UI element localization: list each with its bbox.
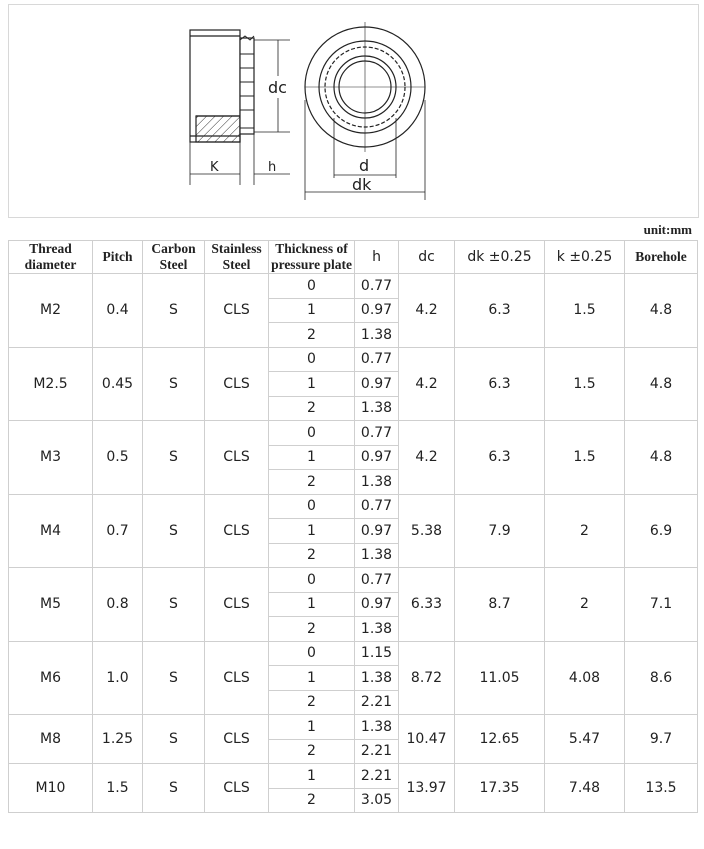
label-h: h bbox=[268, 160, 277, 175]
cell-stainless: CLS bbox=[205, 421, 269, 495]
header-k: k ±0.25 bbox=[545, 241, 625, 274]
cell-plate-thickness: 1 bbox=[269, 298, 355, 323]
cell-h: 0.77 bbox=[355, 274, 399, 299]
cell-dc: 13.97 bbox=[399, 764, 455, 813]
table-row bbox=[9, 568, 698, 593]
cell-plate-thickness: 0 bbox=[269, 347, 355, 372]
cell-h: 0.97 bbox=[355, 298, 399, 323]
cell-plate-thickness: 1 bbox=[269, 666, 355, 691]
table-row bbox=[9, 641, 698, 666]
cell-pitch: 1.25 bbox=[93, 715, 143, 764]
cell-h: 1.38 bbox=[355, 715, 399, 740]
table-row bbox=[9, 764, 698, 789]
cell-borehole: 13.5 bbox=[625, 764, 698, 813]
cell-borehole: 4.8 bbox=[625, 421, 698, 495]
cell-h: 2.21 bbox=[355, 764, 399, 789]
header-h: h bbox=[355, 241, 399, 274]
table-row bbox=[9, 421, 698, 446]
cell-plate-thickness: 2 bbox=[269, 543, 355, 568]
cell-thread: M3 bbox=[9, 421, 93, 495]
label-dk: dk bbox=[352, 175, 372, 194]
specification-table bbox=[8, 240, 698, 813]
cell-plate-thickness: 1 bbox=[269, 519, 355, 544]
cell-stainless: CLS bbox=[205, 568, 269, 642]
cell-k: 2 bbox=[545, 494, 625, 568]
cell-plate-thickness: 0 bbox=[269, 568, 355, 593]
cell-stainless: CLS bbox=[205, 764, 269, 813]
cell-stainless: CLS bbox=[205, 274, 269, 348]
label-d: d bbox=[359, 156, 370, 175]
cell-k: 4.08 bbox=[545, 641, 625, 715]
cell-dc: 10.47 bbox=[399, 715, 455, 764]
cell-plate-thickness: 0 bbox=[269, 421, 355, 446]
cell-dc: 4.2 bbox=[399, 274, 455, 348]
header-thread-diameter: Thread diameter bbox=[9, 241, 93, 274]
header-carbon-steel: Carbon Steel bbox=[143, 241, 205, 274]
cell-dc: 4.2 bbox=[399, 421, 455, 495]
header-pitch: Pitch bbox=[93, 241, 143, 274]
cell-stainless: CLS bbox=[205, 715, 269, 764]
header-borehole: Borehole bbox=[625, 241, 698, 274]
cell-borehole: 9.7 bbox=[625, 715, 698, 764]
cell-h: 1.38 bbox=[355, 617, 399, 642]
cell-borehole: 4.8 bbox=[625, 274, 698, 348]
cell-thread: M5 bbox=[9, 568, 93, 642]
cell-plate-thickness: 1 bbox=[269, 592, 355, 617]
unit-label: unit:mm bbox=[643, 222, 692, 237]
cell-h: 0.77 bbox=[355, 421, 399, 446]
cell-plate-thickness: 2 bbox=[269, 470, 355, 495]
cell-pitch: 0.45 bbox=[93, 347, 143, 421]
table-header-row bbox=[9, 241, 698, 274]
cell-plate-thickness: 1 bbox=[269, 715, 355, 740]
cell-plate-thickness: 2 bbox=[269, 617, 355, 642]
cell-stainless: CLS bbox=[205, 494, 269, 568]
header-stainless-steel: Stainless Steel bbox=[205, 241, 269, 274]
cell-carbon: S bbox=[143, 641, 205, 715]
cell-borehole: 4.8 bbox=[625, 347, 698, 421]
cell-thread: M10 bbox=[9, 764, 93, 813]
cell-stainless: CLS bbox=[205, 641, 269, 715]
cell-h: 0.77 bbox=[355, 568, 399, 593]
cell-borehole: 6.9 bbox=[625, 494, 698, 568]
cell-h: 2.21 bbox=[355, 690, 399, 715]
cell-carbon: S bbox=[143, 764, 205, 813]
cell-plate-thickness: 0 bbox=[269, 274, 355, 299]
cell-thread: M8 bbox=[9, 715, 93, 764]
cell-dc: 4.2 bbox=[399, 347, 455, 421]
cell-carbon: S bbox=[143, 715, 205, 764]
cell-pitch: 1.0 bbox=[93, 641, 143, 715]
cell-h: 1.38 bbox=[355, 470, 399, 495]
nut-technical-drawing bbox=[0, 0, 704, 218]
cell-plate-thickness: 2 bbox=[269, 323, 355, 348]
cell-stainless: CLS bbox=[205, 347, 269, 421]
header-thickness: Thickness of pressure plate bbox=[269, 241, 355, 274]
cell-h: 1.38 bbox=[355, 323, 399, 348]
cell-dk: 7.9 bbox=[455, 494, 545, 568]
cell-dc: 8.72 bbox=[399, 641, 455, 715]
cell-thread: M2 bbox=[9, 274, 93, 348]
cell-plate-thickness: 2 bbox=[269, 690, 355, 715]
cell-dk: 8.7 bbox=[455, 568, 545, 642]
cell-plate-thickness: 0 bbox=[269, 641, 355, 666]
label-k: K bbox=[210, 160, 219, 175]
cell-carbon: S bbox=[143, 421, 205, 495]
cell-plate-thickness: 2 bbox=[269, 396, 355, 421]
cell-thread: M2.5 bbox=[9, 347, 93, 421]
cell-h: 0.97 bbox=[355, 592, 399, 617]
table-body bbox=[9, 274, 698, 813]
cell-h: 0.77 bbox=[355, 347, 399, 372]
cell-dc: 5.38 bbox=[399, 494, 455, 568]
cell-k: 1.5 bbox=[545, 347, 625, 421]
table-row bbox=[9, 715, 698, 740]
cell-plate-thickness: 1 bbox=[269, 372, 355, 397]
cell-carbon: S bbox=[143, 568, 205, 642]
cell-h: 0.97 bbox=[355, 445, 399, 470]
cell-dk: 17.35 bbox=[455, 764, 545, 813]
header-dc: dc bbox=[399, 241, 455, 274]
cell-pitch: 0.7 bbox=[93, 494, 143, 568]
cell-plate-thickness: 2 bbox=[269, 788, 355, 813]
cell-dk: 6.3 bbox=[455, 347, 545, 421]
label-dc: dc bbox=[268, 78, 287, 97]
cell-pitch: 0.4 bbox=[93, 274, 143, 348]
cell-h: 1.38 bbox=[355, 666, 399, 691]
cell-h: 1.38 bbox=[355, 543, 399, 568]
table-row bbox=[9, 347, 698, 372]
table-row bbox=[9, 274, 698, 299]
cell-carbon: S bbox=[143, 274, 205, 348]
cell-borehole: 7.1 bbox=[625, 568, 698, 642]
cell-h: 0.97 bbox=[355, 519, 399, 544]
cell-plate-thickness: 0 bbox=[269, 494, 355, 519]
cell-plate-thickness: 1 bbox=[269, 445, 355, 470]
cell-dk: 6.3 bbox=[455, 421, 545, 495]
cell-carbon: S bbox=[143, 494, 205, 568]
cell-k: 1.5 bbox=[545, 274, 625, 348]
cell-plate-thickness: 2 bbox=[269, 739, 355, 764]
cell-h: 2.21 bbox=[355, 739, 399, 764]
cell-h: 0.97 bbox=[355, 372, 399, 397]
cell-plate-thickness: 1 bbox=[269, 764, 355, 789]
cell-carbon: S bbox=[143, 347, 205, 421]
cell-k: 5.47 bbox=[545, 715, 625, 764]
cell-dk: 6.3 bbox=[455, 274, 545, 348]
cell-pitch: 0.8 bbox=[93, 568, 143, 642]
cell-dc: 6.33 bbox=[399, 568, 455, 642]
header-dk: dk ±0.25 bbox=[455, 241, 545, 274]
cell-h: 1.15 bbox=[355, 641, 399, 666]
cell-borehole: 8.6 bbox=[625, 641, 698, 715]
cell-pitch: 1.5 bbox=[93, 764, 143, 813]
cell-h: 0.77 bbox=[355, 494, 399, 519]
cell-pitch: 0.5 bbox=[93, 421, 143, 495]
cell-h: 3.05 bbox=[355, 788, 399, 813]
cell-k: 1.5 bbox=[545, 421, 625, 495]
cell-thread: M6 bbox=[9, 641, 93, 715]
cell-k: 2 bbox=[545, 568, 625, 642]
cell-h: 1.38 bbox=[355, 396, 399, 421]
cell-k: 7.48 bbox=[545, 764, 625, 813]
cell-dk: 12.65 bbox=[455, 715, 545, 764]
table-row bbox=[9, 494, 698, 519]
cell-dk: 11.05 bbox=[455, 641, 545, 715]
cell-thread: M4 bbox=[9, 494, 93, 568]
